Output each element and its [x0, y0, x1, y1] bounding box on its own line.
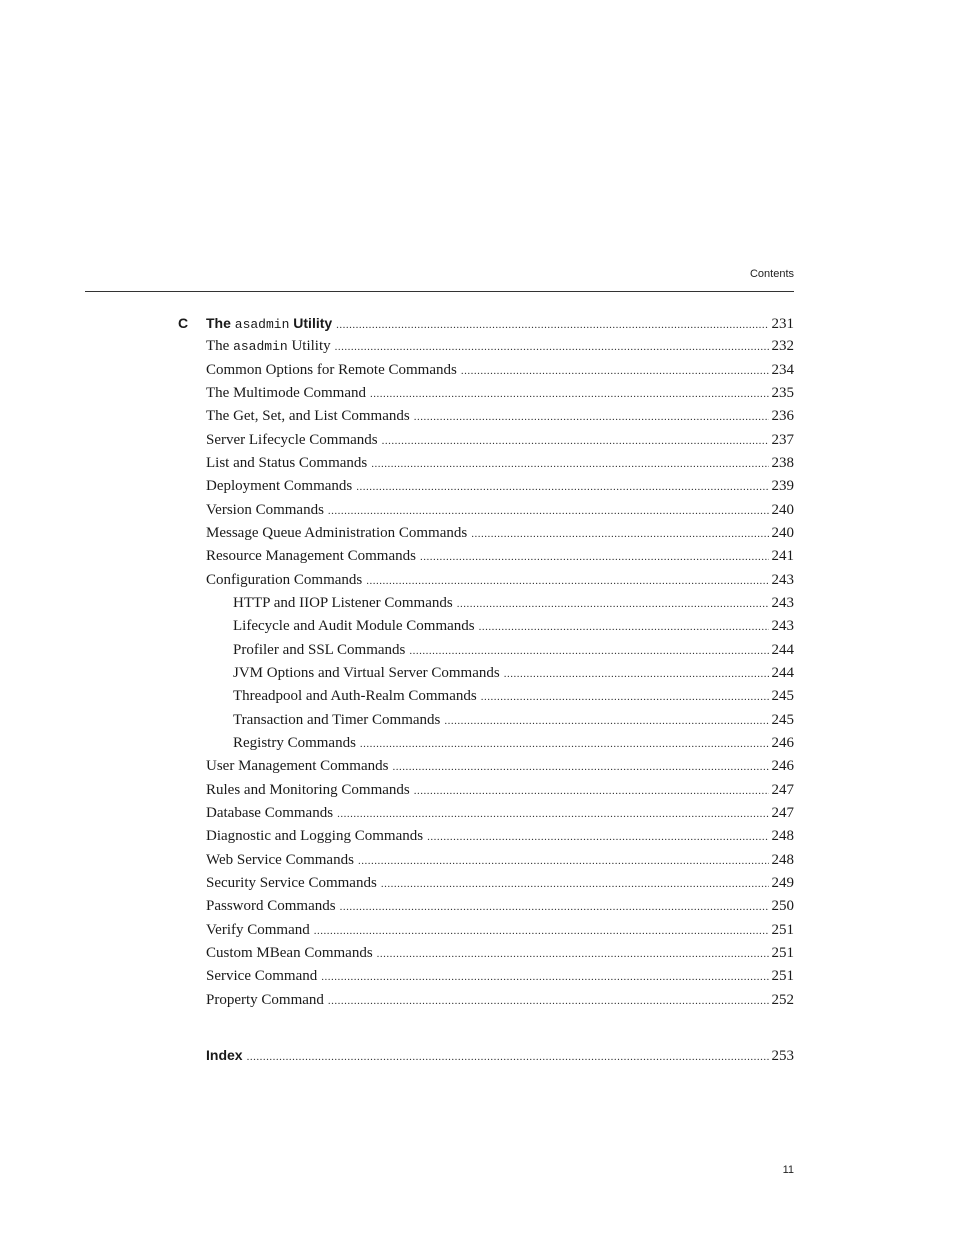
toc-entry[interactable] [206, 335, 794, 358]
toc-entry[interactable] [206, 965, 794, 988]
chapter-page-number: 231 [771, 316, 794, 332]
toc-entry-page-number: 245 [771, 688, 794, 705]
toc-entry[interactable] [233, 592, 794, 615]
toc-entry[interactable] [233, 639, 794, 662]
toc-entry-title: Deployment Commands [206, 478, 353, 495]
dot-leader [414, 406, 769, 429]
toc-entry[interactable] [206, 942, 794, 965]
toc-entry[interactable] [233, 615, 794, 638]
toc-entry-page-number: 250 [771, 898, 794, 915]
toc-entry-title: Resource Management Commands [206, 548, 416, 565]
dot-leader [358, 850, 769, 873]
toc-entry-title: Version Commands [206, 501, 324, 518]
toc-entry-title: The asadmin Utility [206, 338, 331, 355]
toc-entry-page-number: 237 [771, 431, 794, 448]
toc-entry-title: Server Lifecycle Commands [206, 431, 378, 448]
toc-entry-title: List and Status Commands [206, 454, 368, 471]
toc-entry-page-number: 236 [771, 408, 794, 425]
dot-leader [481, 686, 769, 709]
dot-leader [457, 593, 769, 616]
dot-leader [377, 943, 769, 966]
dot-leader [337, 803, 768, 826]
toc-entry-title: The Multimode Command [206, 384, 366, 401]
toc-entry[interactable] [233, 732, 794, 755]
toc-entry[interactable] [206, 802, 794, 825]
toc-entry-title: JVM Options and Virtual Server Commands [233, 664, 500, 681]
dot-leader [335, 336, 769, 359]
dot-leader [381, 873, 769, 896]
toc-entry-page-number: 239 [771, 478, 794, 495]
toc-entry-title: Rules and Monitoring Commands [206, 781, 410, 798]
dot-leader [370, 383, 769, 406]
toc-entry-title: Transaction and Timer Commands [233, 711, 441, 728]
toc-entry-page-number: 248 [771, 851, 794, 868]
toc-entry[interactable] [206, 522, 794, 545]
dot-leader [420, 546, 769, 569]
toc-entry-page-number: 244 [771, 664, 794, 681]
toc-entry-title: Property Command [206, 991, 324, 1008]
toc-entry[interactable] [206, 452, 794, 475]
running-head: Contents [749, 268, 794, 280]
toc-entry-page-number: 252 [771, 991, 794, 1008]
toc-entry-page-number: 244 [771, 641, 794, 658]
toc-entry-page-number: 247 [771, 804, 794, 821]
toc-entry-page-number: 243 [771, 571, 794, 588]
toc-entry-title: User Management Commands [206, 758, 389, 775]
toc-entry-page-number: 251 [771, 968, 794, 985]
toc-entry-title: Profiler and SSL Commands [233, 641, 406, 658]
toc-entry-page-number: 235 [771, 384, 794, 401]
dot-leader [409, 640, 768, 663]
toc-entry-title: The Get, Set, and List Commands [206, 408, 410, 425]
toc-entry-title: Password Commands [206, 898, 336, 915]
dot-leader [414, 780, 769, 803]
toc-entry[interactable] [206, 872, 794, 895]
toc-entry-page-number: 234 [771, 361, 794, 378]
toc-entry-page-number: 246 [771, 734, 794, 751]
toc-entry-page-number: 251 [771, 944, 794, 961]
dot-leader [340, 896, 769, 919]
dot-leader [444, 710, 768, 733]
toc-index-entry[interactable] [206, 1044, 794, 1067]
toc-entry[interactable] [206, 895, 794, 918]
toc-entry-page-number: 245 [771, 711, 794, 728]
toc-entry[interactable] [206, 359, 794, 382]
toc-entry-title: Security Service Commands [206, 874, 377, 891]
index-title: Index [206, 1047, 243, 1063]
toc-entry[interactable] [206, 382, 794, 405]
toc-entry-title: Custom MBean Commands [206, 944, 373, 961]
dot-leader [336, 314, 768, 337]
toc-entry-page-number: 238 [771, 454, 794, 471]
toc-entry-title: Threadpool and Auth-Realm Commands [233, 688, 477, 705]
dot-leader [471, 523, 768, 546]
toc-entry-title: Diagnostic and Logging Commands [206, 828, 424, 845]
toc-entry-page-number: 241 [771, 548, 794, 565]
chapter-label: C [178, 315, 189, 331]
toc-chapter-entry[interactable] [178, 312, 794, 335]
dot-leader [321, 966, 768, 989]
dot-leader [371, 453, 768, 476]
toc-entry-title: Lifecycle and Audit Module Commands [233, 618, 475, 635]
toc-entry-page-number: 246 [771, 758, 794, 775]
dot-leader [382, 430, 769, 453]
toc-entry-title: Service Command [206, 968, 318, 985]
toc-entry[interactable] [233, 709, 794, 732]
dot-leader [360, 733, 769, 756]
toc-entry[interactable] [206, 499, 794, 522]
dot-leader [427, 826, 768, 849]
dot-leader [314, 920, 769, 943]
dot-leader [328, 990, 769, 1013]
toc-entry-title: Verify Command [206, 921, 310, 938]
dot-leader [479, 616, 769, 639]
toc-entry-title: HTTP and IIOP Listener Commands [233, 594, 453, 611]
dot-leader [328, 500, 769, 523]
header-rule [85, 291, 794, 292]
dot-leader [247, 1046, 769, 1069]
toc-entry-page-number: 243 [771, 594, 794, 611]
toc-entry[interactable] [206, 405, 794, 428]
toc-entry-title: Database Commands [206, 804, 334, 821]
toc-entry[interactable] [233, 685, 794, 708]
dot-leader [504, 663, 769, 686]
toc-entry-page-number: 243 [771, 618, 794, 635]
toc-entry[interactable] [206, 779, 794, 802]
toc-entry[interactable] [206, 545, 794, 568]
toc-entry[interactable] [206, 755, 794, 778]
toc-entry[interactable] [206, 989, 794, 1012]
toc-entry-title: Configuration Commands [206, 571, 363, 588]
toc-entry-page-number: 249 [771, 874, 794, 891]
dot-leader [366, 570, 768, 593]
dot-leader [461, 360, 769, 383]
chapter-title: The asadmin Utility [206, 315, 333, 332]
toc-entry[interactable] [206, 919, 794, 942]
toc-entry-page-number: 240 [771, 524, 794, 541]
toc-entry-page-number: 240 [771, 501, 794, 518]
toc-entry-page-number: 247 [771, 781, 794, 798]
toc-entry-title: Message Queue Administration Commands [206, 524, 468, 541]
toc-entry[interactable] [206, 429, 794, 452]
toc-entry-page-number: 248 [771, 828, 794, 845]
toc-entry[interactable] [206, 825, 794, 848]
toc-entry-title: Web Service Commands [206, 851, 354, 868]
index-page-number: 253 [771, 1048, 794, 1064]
toc-entry-title: Common Options for Remote Commands [206, 361, 457, 378]
toc-entry-title: Registry Commands [233, 734, 356, 751]
toc-entry[interactable] [233, 662, 794, 685]
toc-entry[interactable] [206, 569, 794, 592]
page-folio: 11 [782, 1164, 794, 1176]
dot-leader [356, 476, 768, 499]
toc-entry[interactable] [206, 849, 794, 872]
dot-leader [392, 756, 768, 779]
toc-entry[interactable] [206, 475, 794, 498]
toc-entry-page-number: 232 [771, 338, 794, 355]
toc-entry-page-number: 251 [771, 921, 794, 938]
